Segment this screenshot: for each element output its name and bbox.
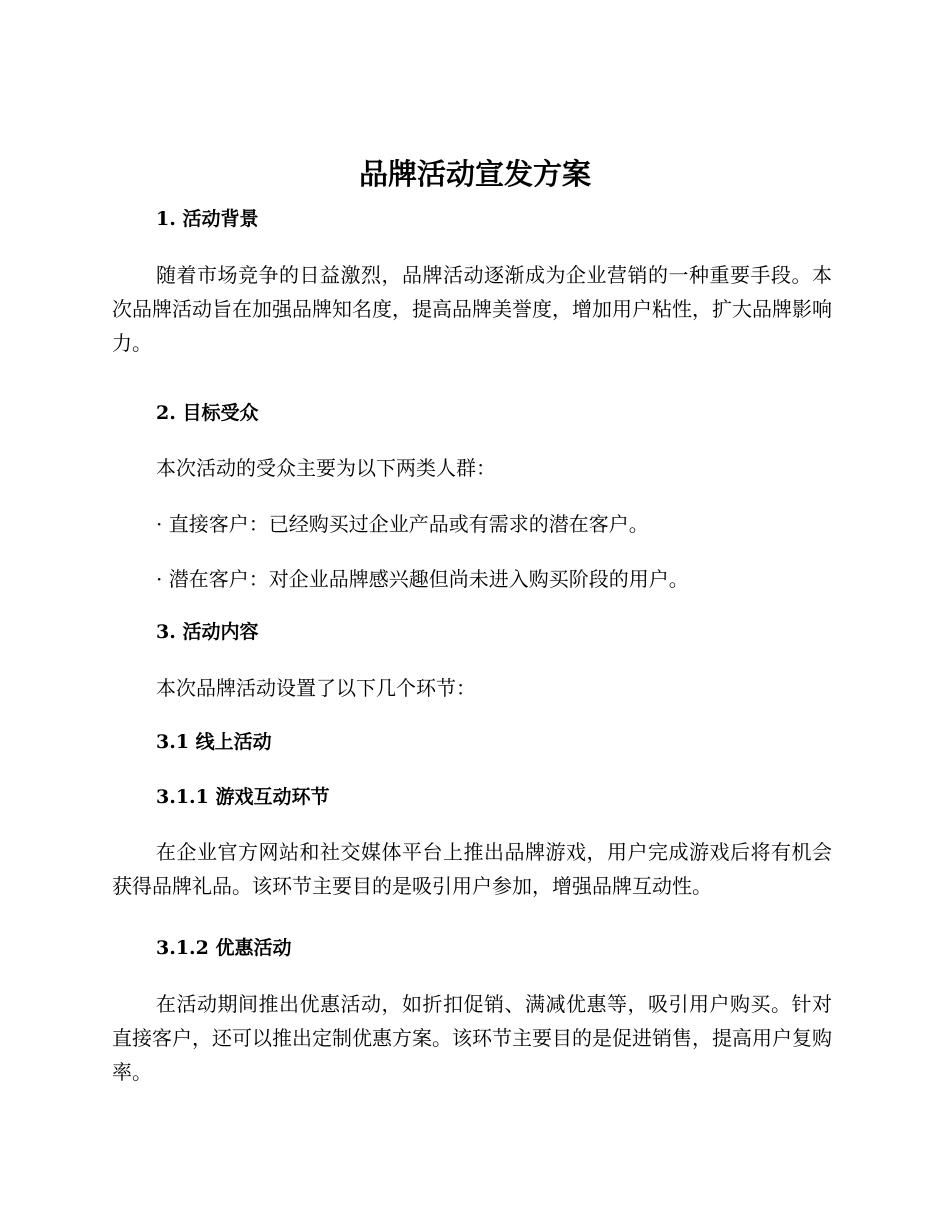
- list-item-potential-customers: · 潜在客户：对企业品牌感兴趣但尚未进入购买阶段的用户。: [156, 567, 689, 591]
- section-heading-content: 3. 活动内容: [156, 621, 259, 643]
- subsection-heading-game: 3.1.1 游戏互动环节: [156, 786, 330, 808]
- paragraph-content-intro: 本次品牌活动设置了以下几个环节：: [156, 676, 476, 700]
- subsection-heading-discount: 3.1.2 优惠活动: [156, 937, 292, 959]
- section-heading-audience: 2. 目标受众: [156, 402, 259, 424]
- paragraph-audience-intro: 本次活动的受众主要为以下两类人群：: [156, 456, 496, 480]
- paragraph-game: 在企业官方网站和社交媒体平台上推出品牌游戏，用户完成游戏后将有机会获得品牌礼品。该环节主要目的是吸引用户参加，增强品牌互动性。: [112, 840, 832, 898]
- paragraph-discount: 在活动期间推出优惠活动，如折扣促销、满减优惠等，吸引用户购买。针对直接客户，还可以推出定制优惠方案。该环节主要目的是促进销售，提高用户复购率。: [112, 992, 832, 1084]
- document-title: 品牌活动宣发方案: [358, 157, 591, 191]
- list-item-direct-customers: · 直接客户：已经购买过企业产品或有需求的潜在客户。: [156, 512, 649, 536]
- section-heading-background: 1. 活动背景: [156, 208, 259, 230]
- subsection-heading-online: 3.1 线上活动: [156, 731, 272, 753]
- paragraph-background: 随着市场竞争的日益激烈，品牌活动逐渐成为企业营销的一种重要手段。本次品牌活动旨在加强品牌知名度，提高品牌美誉度，增加用户粘性，扩大品牌影响力。: [112, 263, 832, 355]
